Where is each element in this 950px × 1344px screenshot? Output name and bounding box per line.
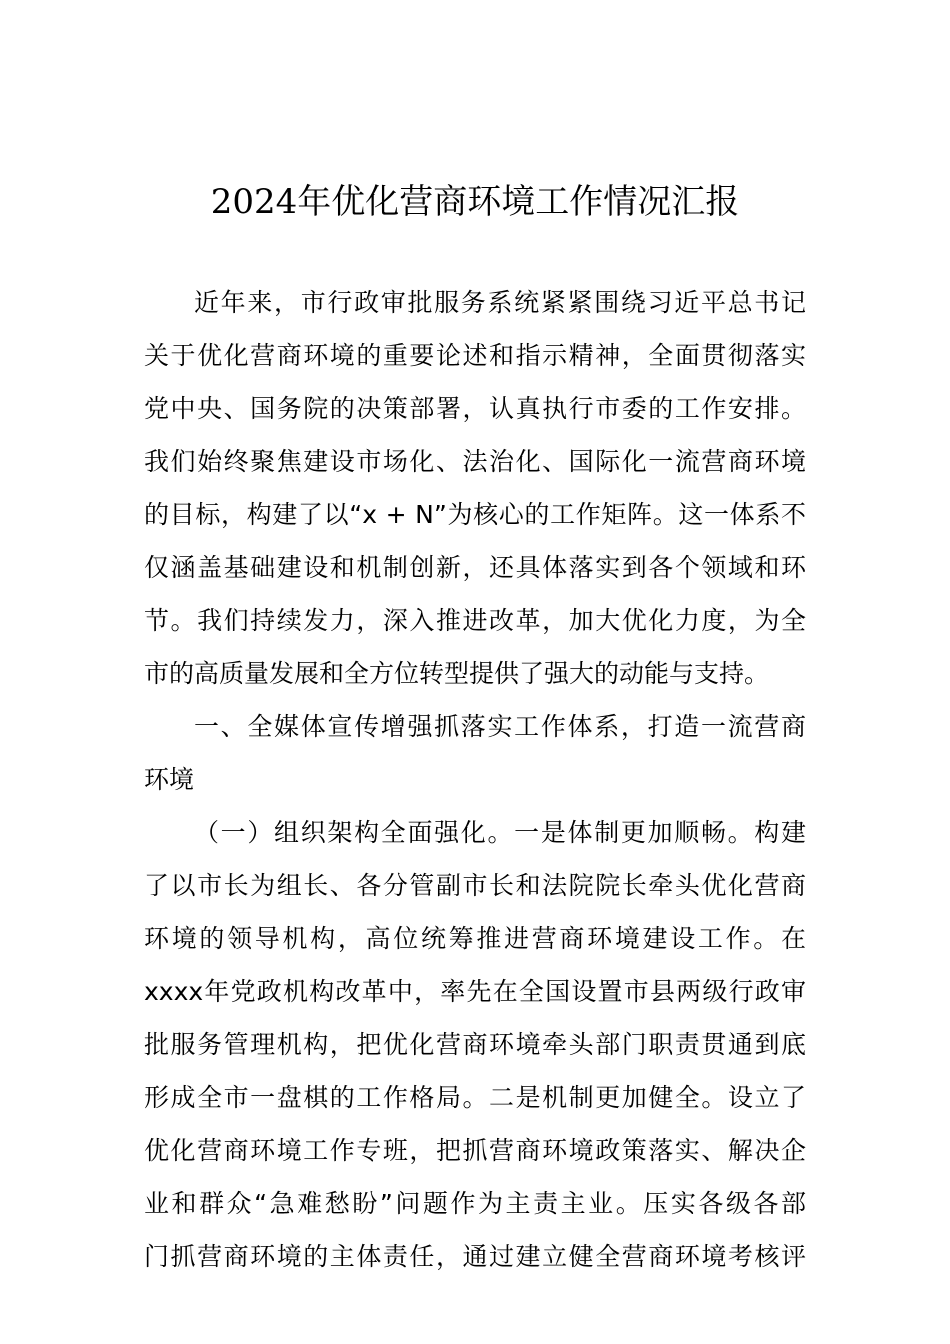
document-body <box>144 276 806 1283</box>
body-line: 环境的领导机构，高位统筹推进营商环境建设工作。在 <box>144 924 806 953</box>
body-line: 批服务管理机构，把优化营商环境牵头部门职责贯通到底 <box>144 1030 806 1059</box>
body-line: 仅涵盖基础建设和机制创新，还具体落实到各个领域和环 <box>144 553 806 582</box>
section-heading-line: 一、全媒体宣传增强抓落实工作体系，打造一流营商 <box>194 712 806 741</box>
body-line: 业和群众“急难愁盼”问题作为主责主业。压实各级各部 <box>144 1189 806 1218</box>
section-heading-line: 环境 <box>144 765 195 794</box>
body-line: 优化营商环境工作专班，把抓营商环境政策落实、解决企 <box>144 1136 806 1165</box>
body-line: 关于优化营商环境的重要论述和指示精神，全面贯彻落实 <box>144 341 806 370</box>
body-line: 形成全市一盘棋的工作格局。二是机制更加健全。设立了 <box>144 1083 806 1112</box>
body-line: （一）组织架构全面强化。一是体制更加顺畅。构建 <box>194 818 806 847</box>
body-line: 我们始终聚焦建设市场化、法治化、国际化一流营商环境 <box>144 447 806 476</box>
body-line: 市的高质量发展和全方位转型提供了强大的动能与支持。 <box>144 659 770 688</box>
body-line: 近年来，市行政审批服务系统紧紧围绕习近平总书记 <box>194 288 806 317</box>
body-line: 节。我们持续发力，深入推进改革，加大优化力度，为全 <box>144 606 806 635</box>
document-title: 2024年优化营商环境工作情况汇报 <box>210 182 740 222</box>
body-line: 了以市长为组长、各分管副市长和法院院长牵头优化营商 <box>144 871 806 900</box>
body-line: 党中央、国务院的决策部署，认真执行市委的工作安排。 <box>144 394 806 423</box>
body-line: xxxx年党政机构改革中，率先在全国设置市县两级行政审 <box>144 977 806 1006</box>
body-line: 的目标，构建了以“x + N”为核心的工作矩阵。这一体系不 <box>144 500 806 529</box>
body-line: 门抓营商环境的主体责任，通过建立健全营商环境考核评 <box>144 1242 806 1271</box>
